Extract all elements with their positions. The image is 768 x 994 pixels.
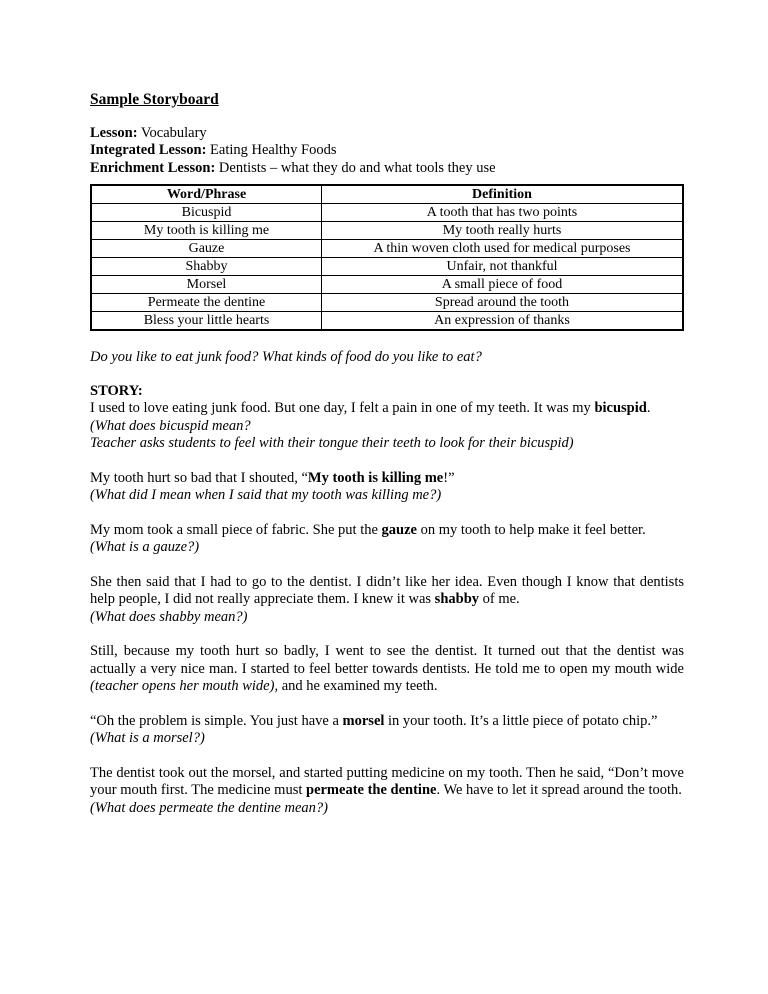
word-cell: Shabby (91, 258, 322, 276)
word-cell: Gauze (91, 240, 322, 258)
story-text-end: , and he examined my teeth. (274, 678, 438, 694)
lesson-value: Vocabulary (137, 124, 207, 141)
integrated-lesson-line (90, 142, 684, 160)
story-text-end: in your tooth. It’s a little piece of potato chip.” (384, 712, 658, 729)
story-text (90, 713, 684, 731)
keyword-morsel: morsel (342, 712, 385, 729)
integrated-lesson-value: Eating Healthy Foods (206, 142, 337, 158)
story-text (90, 765, 684, 800)
word-cell: Permeate the dentine (91, 294, 322, 312)
teacher-question: (What is a morsel?) (90, 730, 205, 746)
definition-cell: A small piece of food (322, 276, 684, 294)
teacher-instruction: Teacher asks students to feel with their tongue their teeth to look for their bicuspid) (90, 435, 574, 451)
definition-cell: An expression of thanks (322, 312, 684, 331)
story-paragraph-2 (90, 470, 684, 505)
teacher-question: (What does bicuspid mean? (90, 417, 251, 434)
story-text-part: “Oh the problem is simple. You just have a (90, 712, 343, 729)
teacher-question: (What does shabby mean?) (90, 608, 248, 625)
teacher-action: (teacher opens her mouth wide) (90, 678, 275, 694)
table-row (91, 312, 683, 331)
story-text-end: . We have to let it spread around the tooth. (436, 782, 682, 798)
keyword-tooth-killing: My tooth is killing me (307, 469, 444, 486)
enrichment-lesson-line (90, 160, 684, 178)
story-text-part: The dentist took out the morsel, and started putting medicine on my tooth. Then he said, “Don’t move your mouth first. The medicine must (90, 764, 684, 798)
story-text-part: She then said that I had to go to the dentist. I didn’t like her idea. Even though I know that dentists help people, I did not really appreciate them. I knew it was (90, 573, 684, 607)
story-text-end: . (646, 400, 651, 416)
story-text (90, 643, 684, 696)
table-row (91, 204, 683, 222)
table-row (91, 258, 683, 276)
header-word-phrase: Word/Phrase (91, 185, 322, 204)
keyword-shabby: shabby (434, 591, 480, 607)
lesson-label: Lesson: (90, 124, 138, 141)
enrichment-lesson-label: Enrichment Lesson: (90, 159, 216, 176)
story-text (90, 470, 684, 488)
enrichment-lesson-value: Dentists – what they do and what tools they use (215, 159, 496, 176)
story-text-part: Still, because my tooth hurt so badly, I went to see the dentist. It turned out that the dentist was actually a very nice man. I started to feel better towards dentists. He told me to open my mouth wide (90, 643, 684, 677)
document-content (90, 91, 684, 834)
table-row (91, 294, 683, 312)
story-text (90, 574, 684, 609)
teacher-question: (What is a gauze?) (90, 539, 200, 555)
definition-cell: A thin woven cloth used for medical purposes (322, 240, 684, 258)
story-paragraph-4 (90, 574, 684, 627)
page-title: Sample Storyboard (90, 91, 219, 108)
definition-cell: A tooth that has two points (322, 204, 684, 222)
story-text-end: !” (443, 469, 455, 486)
definition-cell: Unfair, not thankful (322, 258, 684, 276)
story-paragraph-6 (90, 713, 684, 748)
intro-question: Do you like to eat junk food? What kinds of food do you like to eat? (90, 349, 482, 365)
teacher-question: (What does permeate the dentine mean?) (90, 799, 328, 816)
word-cell: My tooth is killing me (91, 222, 322, 240)
story-text (90, 522, 684, 540)
story-paragraph-7 (90, 765, 684, 818)
integrated-lesson-label: Integrated Lesson: (90, 142, 207, 158)
definition-cell: My tooth really hurts (322, 222, 684, 240)
vocabulary-table (90, 184, 684, 331)
story-paragraph-5 (90, 643, 684, 696)
lesson-line (90, 125, 684, 143)
teacher-question: (What did I mean when I said that my tooth was killing me?) (90, 487, 442, 503)
story-text-end: of me. (479, 591, 520, 607)
table-row (91, 222, 683, 240)
story-paragraph-3 (90, 522, 684, 557)
keyword-gauze: gauze (381, 521, 417, 538)
story-text-end: on my tooth to help make it feel better. (416, 521, 646, 538)
keyword-bicuspid: bicuspid (594, 400, 647, 416)
word-cell: Bicuspid (91, 204, 322, 222)
story-text-part: My mom took a small piece of fabric. She put the (90, 521, 382, 538)
story-text (90, 400, 684, 418)
keyword-permeate-dentine: permeate the dentine (306, 782, 437, 798)
word-cell: Bless your little hearts (91, 312, 322, 331)
table-row (91, 240, 683, 258)
story-text-part: My tooth hurt so bad that I shouted, “ (90, 469, 308, 486)
story-text-part: I used to love eating junk food. But one day, I felt a pain in one of my teeth. It was my (90, 400, 595, 416)
story-paragraph-1 (90, 383, 684, 453)
table-row (91, 276, 683, 294)
header-definition: Definition (322, 185, 684, 204)
story-heading: STORY: (90, 382, 143, 399)
word-cell: Morsel (91, 276, 322, 294)
definition-cell: Spread around the tooth (322, 294, 684, 312)
table-header-row (91, 185, 683, 204)
